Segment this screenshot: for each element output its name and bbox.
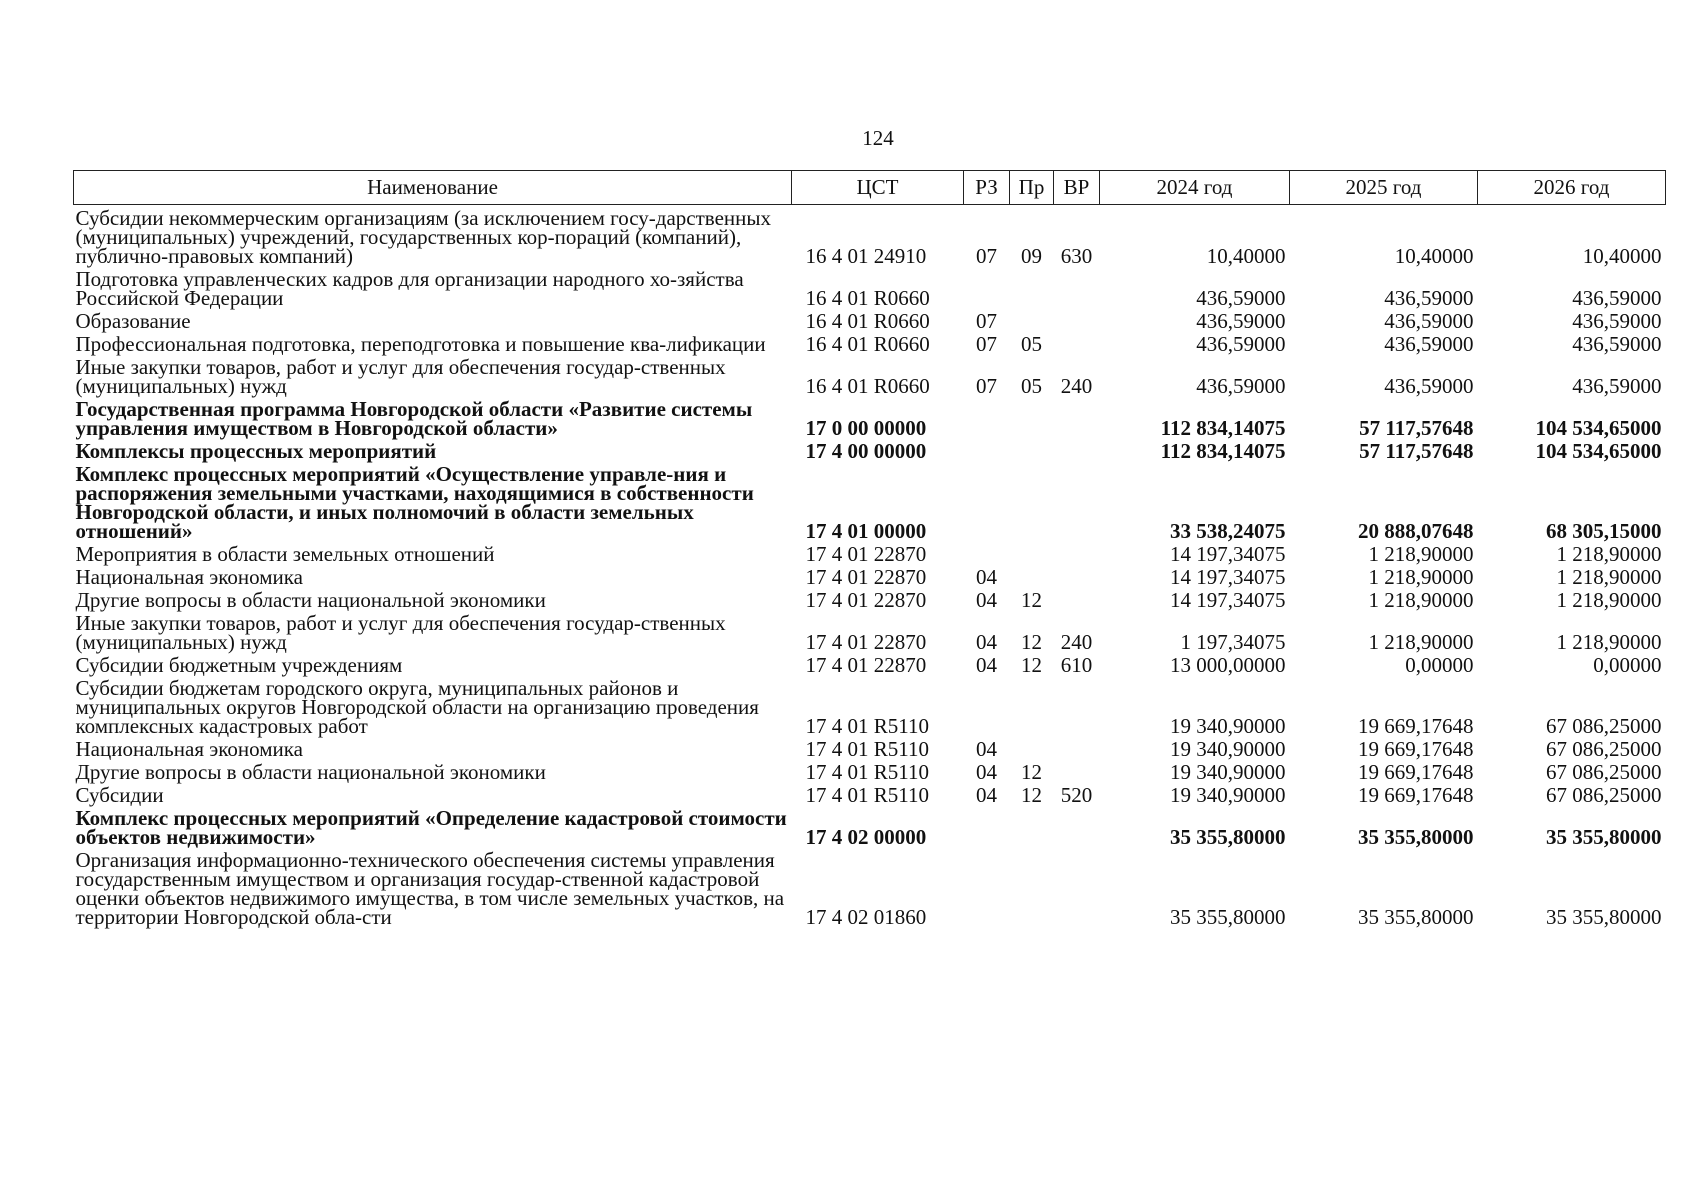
cell-name: Мероприятия в области земельных отношений <box>75 542 495 566</box>
table-row <box>74 652 1666 675</box>
cell-cst: 16 4 01 R0660 <box>805 286 930 310</box>
cell-rz: 04 <box>976 630 997 654</box>
cell-y2025: 20 888,07648 <box>1358 519 1474 543</box>
cell-pr: 12 <box>1021 653 1042 677</box>
cell-cst: 17 4 01 22870 <box>805 630 927 654</box>
cell-y2024: 14 197,34075 <box>1170 565 1286 589</box>
cell-y2024: 33 538,24075 <box>1170 519 1286 543</box>
cell-vr <box>1054 438 1100 461</box>
cell-y2025: 436,59000 <box>1384 374 1474 398</box>
cell-y2026: 1 218,90000 <box>1556 565 1662 589</box>
table-row <box>74 541 1666 564</box>
cell-name: Национальная экономика <box>75 565 303 589</box>
cell-y2024: 10,40000 <box>1206 244 1286 268</box>
header-rz: РЗ <box>964 171 1010 205</box>
cell-cst: 16 4 01 R0660 <box>805 332 930 356</box>
cell-pr <box>1010 308 1054 331</box>
table-row <box>74 805 1666 847</box>
cell-rz: 04 <box>976 653 997 677</box>
cell-y2026: 67 086,25000 <box>1546 737 1662 761</box>
cell-cst: 17 4 01 R5110 <box>805 783 929 807</box>
cell-cst: 17 4 02 01860 <box>805 905 927 929</box>
header-vr: ВР <box>1054 171 1100 205</box>
cell-y2026: 1 218,90000 <box>1556 630 1662 654</box>
cell-vr: 520 <box>1060 783 1093 807</box>
cell-name: Иные закупки товаров, работ и услуг для обеспечения государ-ственных (муниципальных) нужд <box>75 355 726 398</box>
cell-pr <box>1010 805 1054 847</box>
cell-y2025: 436,59000 <box>1384 286 1474 310</box>
cell-y2025: 1 218,90000 <box>1368 630 1474 654</box>
cell-y2024: 112 834,14075 <box>1160 439 1286 463</box>
header-2025: 2025 год <box>1290 171 1478 205</box>
cell-y2026: 436,59000 <box>1572 286 1662 310</box>
cell-pr <box>1010 266 1054 308</box>
cell-pr <box>1010 396 1054 438</box>
cell-y2025: 1 218,90000 <box>1368 588 1474 612</box>
cell-y2025: 57 117,57648 <box>1359 439 1474 463</box>
table-row <box>74 564 1666 587</box>
cell-y2024: 1 197,34075 <box>1180 630 1286 654</box>
cell-y2024: 19 340,90000 <box>1170 760 1286 784</box>
header-pr: Пр <box>1010 171 1054 205</box>
cell-vr <box>1054 331 1100 354</box>
cell-pr: 12 <box>1021 783 1042 807</box>
cell-name: Субсидии бюджетам городского округа, муниципальных районов и муниципальных округов Новгородской области на организацию проведения комплексных кадастровых работ <box>75 676 759 738</box>
cell-pr <box>1010 675 1054 736</box>
cell-vr <box>1054 675 1100 736</box>
cell-cst: 17 0 00 00000 <box>805 416 927 440</box>
table-row <box>74 736 1666 759</box>
cell-y2025: 35 355,80000 <box>1358 905 1474 929</box>
header-2026: 2026 год <box>1478 171 1666 205</box>
cell-pr <box>1010 461 1054 541</box>
cell-y2024: 436,59000 <box>1196 309 1286 333</box>
cell-rz: 07 <box>976 332 997 356</box>
cell-rz <box>964 805 1010 847</box>
cell-pr <box>1010 564 1054 587</box>
cell-pr: 09 <box>1021 244 1042 268</box>
cell-name: Государственная программа Новгородской области «Развитие системы управления имуществом в Новгородской области» <box>75 397 753 440</box>
cell-cst: 17 4 01 R5110 <box>805 760 929 784</box>
table-row <box>74 308 1666 331</box>
cell-cst: 17 4 00 00000 <box>805 439 927 463</box>
cell-y2026: 104 534,65000 <box>1535 416 1662 440</box>
page-number: 124 <box>862 126 894 150</box>
cell-rz <box>964 847 1010 927</box>
cell-rz: 07 <box>976 374 997 398</box>
table-row <box>74 759 1666 782</box>
cell-pr: 05 <box>1021 374 1042 398</box>
cell-rz: 04 <box>976 737 997 761</box>
table-row <box>74 461 1666 541</box>
cell-rz: 04 <box>976 760 997 784</box>
cell-pr <box>1010 847 1054 927</box>
cell-y2024: 19 340,90000 <box>1170 737 1286 761</box>
cell-cst: 16 4 01 R0660 <box>805 309 930 333</box>
cell-rz: 07 <box>976 309 997 333</box>
cell-y2024: 19 340,90000 <box>1170 714 1286 738</box>
cell-y2026: 35 355,80000 <box>1546 905 1662 929</box>
cell-pr: 05 <box>1021 332 1042 356</box>
table-row <box>74 331 1666 354</box>
cell-y2026: 436,59000 <box>1572 332 1662 356</box>
cell-y2024: 35 355,80000 <box>1170 825 1286 849</box>
cell-y2024: 436,59000 <box>1196 374 1286 398</box>
cell-vr <box>1054 587 1100 610</box>
cell-rz <box>964 675 1010 736</box>
cell-rz: 04 <box>976 783 997 807</box>
table-row <box>74 438 1666 461</box>
cell-vr <box>1054 736 1100 759</box>
cell-y2025: 1 218,90000 <box>1368 542 1474 566</box>
cell-y2025: 436,59000 <box>1384 332 1474 356</box>
cell-rz: 07 <box>976 244 997 268</box>
cell-y2024: 436,59000 <box>1196 332 1286 356</box>
cell-vr <box>1054 541 1100 564</box>
cell-name: Другие вопросы в области национальной экономики <box>75 588 546 612</box>
cell-vr: 240 <box>1060 630 1093 654</box>
cell-y2026: 10,40000 <box>1582 244 1662 268</box>
cell-y2026: 35 355,80000 <box>1546 825 1662 849</box>
header-name: Наименование <box>74 171 792 205</box>
cell-rz <box>964 396 1010 438</box>
header-2024: 2024 год <box>1100 171 1290 205</box>
cell-cst: 17 4 02 00000 <box>805 825 927 849</box>
cell-name: Профессиональная подготовка, переподготовка и повышение ква-лификации <box>75 332 766 356</box>
cell-y2026: 1 218,90000 <box>1556 542 1662 566</box>
cell-y2025: 57 117,57648 <box>1359 416 1474 440</box>
cell-y2024: 35 355,80000 <box>1170 905 1286 929</box>
cell-y2026: 1 218,90000 <box>1556 588 1662 612</box>
cell-pr: 12 <box>1021 588 1042 612</box>
cell-pr <box>1010 541 1054 564</box>
cell-y2025: 436,59000 <box>1384 309 1474 333</box>
table-row <box>74 205 1666 267</box>
cell-y2024: 19 340,90000 <box>1170 783 1286 807</box>
cell-y2025: 10,40000 <box>1394 244 1474 268</box>
cell-cst: 17 4 01 22870 <box>805 542 927 566</box>
cell-y2024: 436,59000 <box>1196 286 1286 310</box>
cell-vr <box>1054 308 1100 331</box>
cell-pr: 12 <box>1021 760 1042 784</box>
cell-cst: 17 4 01 R5110 <box>805 737 929 761</box>
table-row <box>74 782 1666 805</box>
cell-y2026: 67 086,25000 <box>1546 714 1662 738</box>
cell-vr <box>1054 805 1100 847</box>
cell-y2024: 14 197,34075 <box>1170 542 1286 566</box>
cell-pr <box>1010 736 1054 759</box>
cell-rz <box>964 541 1010 564</box>
cell-y2026: 104 534,65000 <box>1535 439 1662 463</box>
cell-vr <box>1054 461 1100 541</box>
cell-cst: 16 4 01 R0660 <box>805 374 930 398</box>
table-row <box>74 354 1666 396</box>
cell-rz: 04 <box>976 588 997 612</box>
table-body <box>74 205 1666 928</box>
cell-rz <box>964 438 1010 461</box>
cell-y2024: 112 834,14075 <box>1160 416 1286 440</box>
table-row <box>74 266 1666 308</box>
cell-vr: 630 <box>1060 244 1093 268</box>
cell-y2025: 19 669,17648 <box>1358 737 1474 761</box>
table-row <box>74 396 1666 438</box>
cell-cst: 17 4 01 R5110 <box>805 714 929 738</box>
cell-y2025: 19 669,17648 <box>1358 714 1474 738</box>
cell-vr: 610 <box>1060 653 1093 677</box>
cell-y2024: 13 000,00000 <box>1170 653 1286 677</box>
table-row <box>74 587 1666 610</box>
cell-name: Субсидии бюджетным учреждениям <box>75 653 403 677</box>
cell-name: Комплекс процессных мероприятий «Осуществление управле-ния и распоряжения земельными участками, находящимися в собственности Новгородской области, и иных полномочий в области земельных отношений» <box>75 462 754 543</box>
cell-pr <box>1010 438 1054 461</box>
cell-rz: 04 <box>976 565 997 589</box>
cell-y2026: 436,59000 <box>1572 309 1662 333</box>
cell-pr: 12 <box>1021 630 1042 654</box>
cell-name: Субсидии <box>75 783 164 807</box>
table-header-row <box>74 171 1666 205</box>
cell-y2026: 68 305,15000 <box>1546 519 1662 543</box>
table-row <box>74 675 1666 736</box>
cell-name: Организация информационно-технического обеспечения системы управления государственным имуществом и организация государ-ственной кадастровой оценки объектов недвижимого имущества, в том числе земельных участков, на территории Новгородской обла-сти <box>75 848 785 929</box>
cell-name: Другие вопросы в области национальной экономики <box>75 760 546 784</box>
cell-cst: 17 4 01 22870 <box>805 653 927 677</box>
cell-name: Подготовка управленческих кадров для организации народного хо-зяйства Российской Федерации <box>75 267 744 310</box>
cell-vr: 240 <box>1060 374 1093 398</box>
cell-y2025: 19 669,17648 <box>1358 760 1474 784</box>
cell-vr <box>1054 396 1100 438</box>
cell-vr <box>1054 564 1100 587</box>
table-row <box>74 610 1666 652</box>
cell-cst: 17 4 01 22870 <box>805 588 927 612</box>
cell-rz <box>964 461 1010 541</box>
cell-vr <box>1054 847 1100 927</box>
cell-cst: 17 4 01 00000 <box>805 519 927 543</box>
cell-vr <box>1054 266 1100 308</box>
cell-y2026: 67 086,25000 <box>1546 783 1662 807</box>
cell-y2025: 35 355,80000 <box>1358 825 1474 849</box>
cell-name: Образование <box>75 309 191 333</box>
header-cst: ЦСТ <box>792 171 964 205</box>
cell-name: Иные закупки товаров, работ и услуг для обеспечения государ-ственных (муниципальных) нужд <box>75 611 726 654</box>
cell-y2026: 436,59000 <box>1572 374 1662 398</box>
budget-table <box>73 170 1666 927</box>
cell-y2025: 0,00000 <box>1405 653 1474 677</box>
cell-name: Субсидии некоммерческим организациям (за исключением госу-дарственных (муниципальных) учреждений, государственных кор-пораций (компаний), публично-правовых компаний) <box>75 206 772 268</box>
cell-y2025: 1 218,90000 <box>1368 565 1474 589</box>
cell-rz <box>964 266 1010 308</box>
cell-y2025: 19 669,17648 <box>1358 783 1474 807</box>
cell-y2026: 0,00000 <box>1593 653 1662 677</box>
cell-cst: 17 4 01 22870 <box>805 565 927 589</box>
cell-name: Комплексы процессных мероприятий <box>75 439 437 463</box>
cell-y2024: 14 197,34075 <box>1170 588 1286 612</box>
table-row <box>74 847 1666 927</box>
cell-cst: 16 4 01 24910 <box>805 244 927 268</box>
cell-name: Национальная экономика <box>75 737 303 761</box>
cell-vr <box>1054 759 1100 782</box>
cell-y2026: 67 086,25000 <box>1546 760 1662 784</box>
cell-name: Комплекс процессных мероприятий «Определение кадастровой стоимости объектов недвижимости» <box>75 806 787 849</box>
